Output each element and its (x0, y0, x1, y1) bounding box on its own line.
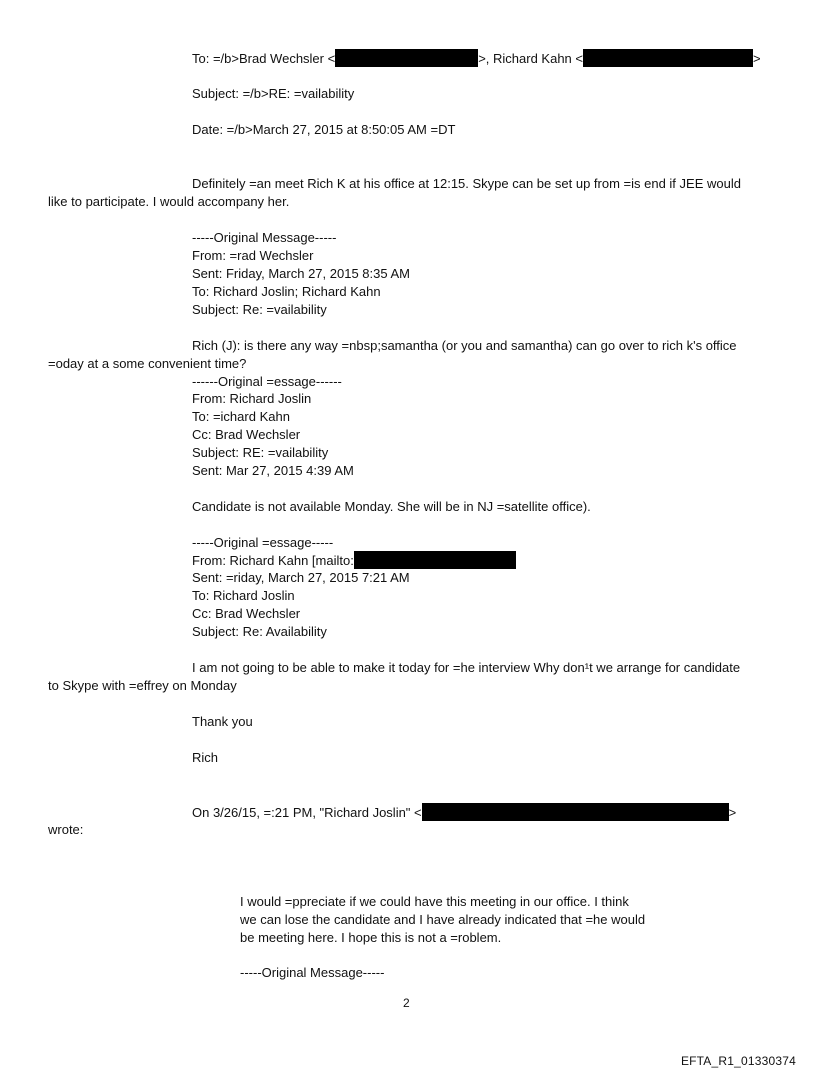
quote-body-line3: be meeting here. I hope this is not a =roblem. (240, 930, 502, 945)
header-to-line (192, 49, 761, 67)
to-suffix: > (753, 51, 761, 66)
orig1-subject: Subject: Re: =vailability (192, 302, 327, 317)
reply1-line2: like to participate. I would accompany her. (48, 194, 290, 209)
orig1-to: To: Richard Joslin; Richard Kahn (192, 284, 381, 299)
to-label: To: =/b>Brad Wechsler < (192, 51, 336, 66)
orig3-separator: -----Original =essage----- (192, 535, 334, 550)
to-middle: >, Richard Kahn < (478, 51, 583, 66)
header-subject: Subject: =/b>RE: =vailability (192, 86, 355, 101)
orig3-signature: Rich (192, 750, 219, 765)
quote-wrote: wrote: (48, 822, 84, 837)
orig3-sent: Sent: =riday, March 27, 2015 7:21 AM (192, 570, 410, 585)
quote-attribution-suffix: > (728, 805, 737, 820)
redaction-bar (335, 49, 478, 67)
orig1-body-line1: Rich (J): is there any way =nbsp;samantha (or you and samantha) can go over to rich k's office (192, 338, 737, 353)
quote-attribution: On 3/26/15, =:21 PM, "Richard Joslin" < (192, 805, 422, 820)
quote-separator: -----Original Message----- (240, 965, 385, 980)
orig3-thanks: Thank you (192, 714, 253, 729)
orig2-from: From: Richard Joslin (192, 391, 312, 406)
orig1-body-line2: =oday at a some convenient time? (48, 356, 247, 371)
orig2-cc: Cc: Brad Wechsler (192, 427, 301, 442)
orig3-body-line2: to Skype with =effrey on Monday (48, 678, 237, 693)
orig2-body: Candidate is not available Monday. She will be in NJ =satellite office). (192, 499, 591, 514)
orig3-subject: Subject: Re: Availability (192, 624, 327, 639)
redaction-bar (354, 551, 516, 569)
orig3-to: To: Richard Joslin (192, 588, 295, 603)
orig2-subject: Subject: RE: =vailability (192, 445, 329, 460)
reply1-line1: Definitely =an meet Rich K at his office at 12:15. Skype can be set up from =is end if JEE would (192, 176, 741, 191)
orig3-body-line1: I am not going to be able to make it today for =he interview Why don¹t we arrange for candidate (192, 660, 741, 675)
orig2-separator: ------Original =essage------ (192, 374, 342, 389)
quote-body-line2: we can lose the candidate and I have already indicated that =he would (240, 912, 646, 927)
orig1-sent: Sent: Friday, March 27, 2015 8:35 AM (192, 266, 410, 281)
quote-attribution-line (192, 803, 736, 821)
page-number: 2 (403, 996, 410, 1010)
document-id: EFTA_R1_01330374 (680, 1054, 796, 1068)
redaction-bar (422, 803, 729, 821)
orig3-from: From: Richard Kahn [mailto: (192, 553, 354, 568)
redaction-bar (583, 49, 753, 67)
orig3-from-line (192, 551, 516, 569)
header-date: Date: =/b>March 27, 2015 at 8:50:05 AM =DT (192, 122, 456, 137)
orig1-separator: -----Original Message----- (192, 230, 337, 245)
quote-body-line1: I would =ppreciate if we could have this meeting in our office. I think (240, 894, 629, 909)
orig3-cc: Cc: Brad Wechsler (192, 606, 301, 621)
orig2-sent: Sent: Mar 27, 2015 4:39 AM (192, 463, 354, 478)
orig1-from: From: =rad Wechsler (192, 248, 314, 263)
orig2-to: To: =ichard Kahn (192, 409, 290, 424)
